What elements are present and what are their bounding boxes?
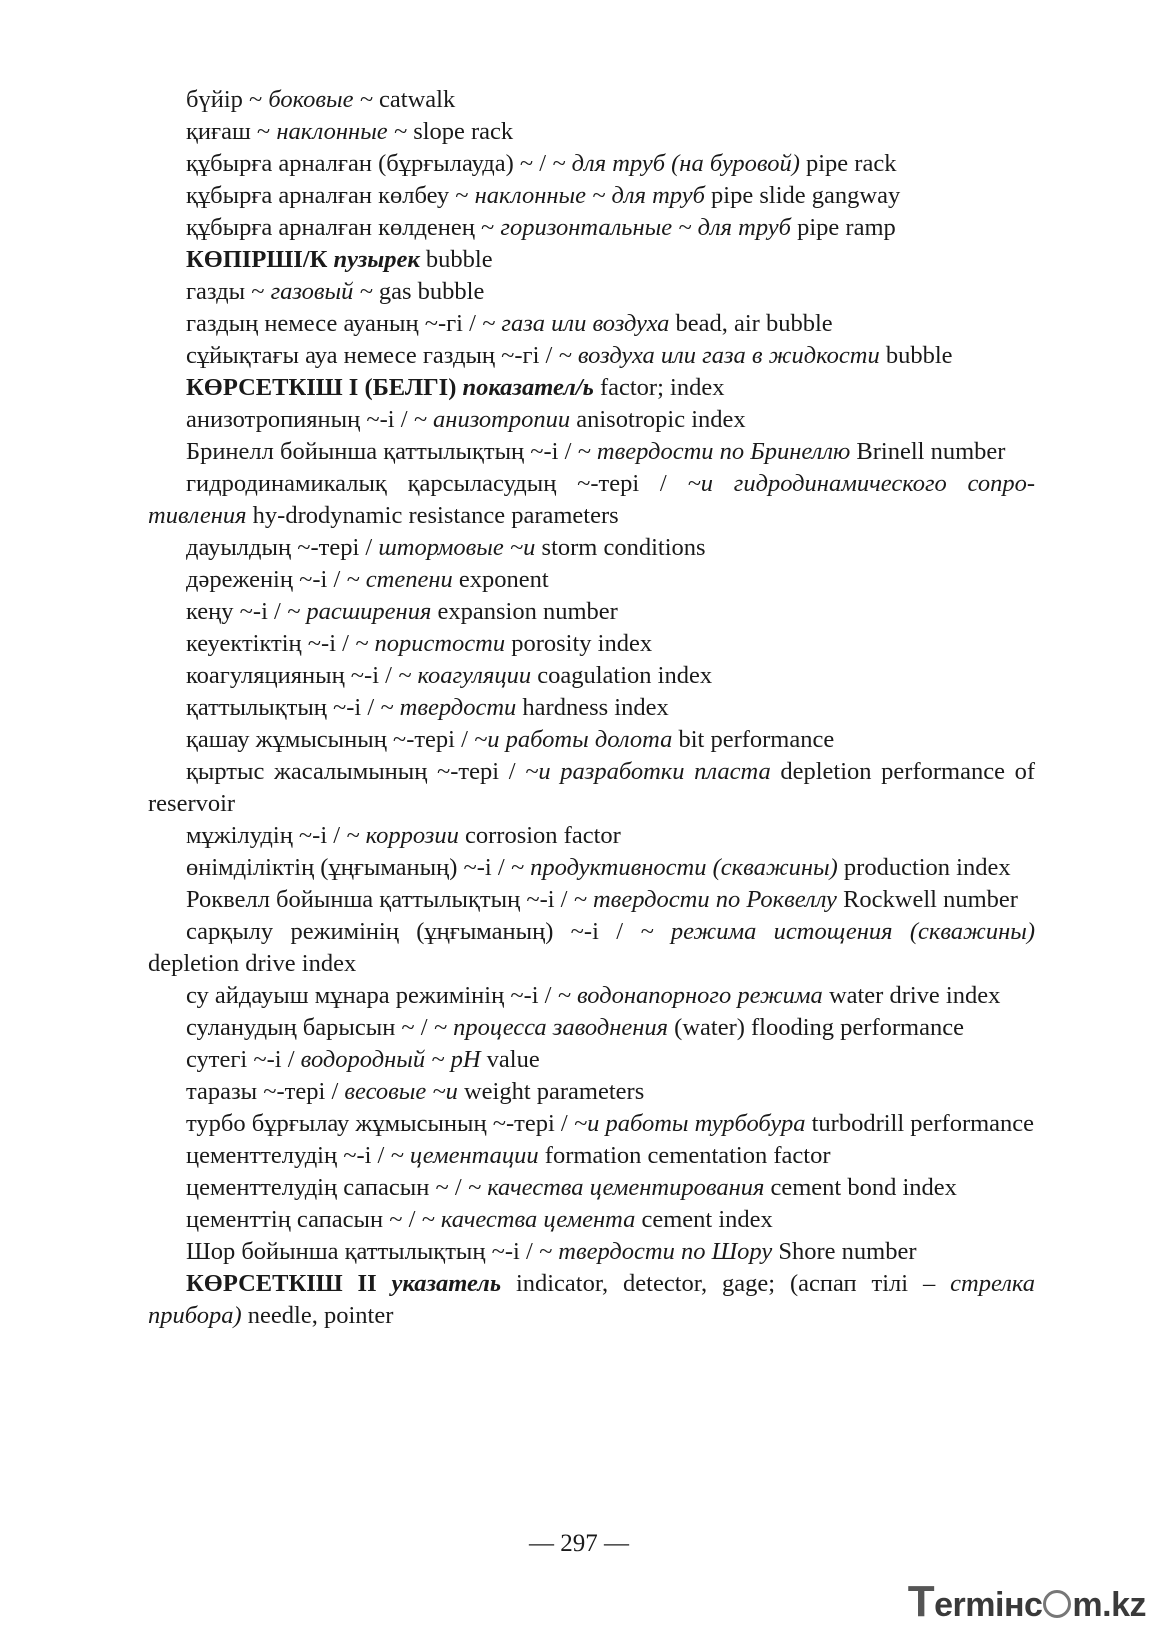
russian-term: ~ анизотропии — [413, 406, 571, 433]
dictionary-entry — [148, 372, 1035, 404]
entry-text: құбырға арналған (бұрғылауда) ~ / — [186, 150, 553, 177]
dictionary-entry — [148, 148, 1035, 180]
entry-text: сарқылу режимінің (ұңғыманың) ~-і / — [186, 918, 641, 945]
entry-text: exponent — [452, 566, 549, 593]
entry-text: таразы ~-тері / — [186, 1078, 345, 1105]
dictionary-entry — [148, 1044, 1035, 1076]
entry-text: Бринелл бойынша қаттылықтың ~-і / — [186, 438, 578, 465]
entry-text: сутегі ~-і / — [186, 1046, 301, 1073]
entry-text: slope rack — [407, 118, 514, 145]
entry-text: сұйықтағы ауа немесе газдың ~-гі / — [186, 342, 559, 369]
russian-term: ~ твердости — [380, 694, 517, 721]
russian-term: ~ процесса заводнения — [433, 1014, 669, 1041]
dictionary-entry — [148, 852, 1035, 884]
russian-term: ~ воздуха или газа в жидкости — [558, 342, 880, 369]
entry-text: коагуляцияның ~-і / — [186, 662, 399, 689]
russian-term: ~ степени — [346, 566, 453, 593]
russian-term: ~и разработки пласта — [525, 758, 771, 785]
entry-text: formation cementation factor — [538, 1142, 831, 1169]
entry-text: pipe slide gangway — [704, 182, 901, 209]
entry-text: storm conditions — [535, 534, 706, 561]
entry-text: құбырға арналған көлденең ~ — [186, 214, 501, 241]
page-number: — 297 — — [529, 1530, 629, 1557]
russian-term: ~ для труб (на буровой) — [552, 150, 800, 177]
dictionary-page — [148, 84, 1035, 1332]
entry-text: cement index — [635, 1206, 773, 1233]
dictionary-entry — [148, 340, 1035, 372]
dictionary-entry — [148, 244, 1035, 276]
russian-term: ~ расширения — [286, 598, 432, 625]
russian-term: ~ твердости по Бринеллю — [577, 438, 851, 465]
logo-text-end: m.kz — [1072, 1586, 1146, 1624]
russian-term: ~ режима истощения (скважины) — [640, 918, 1035, 945]
entry-text: қыртыс жасалымының ~-тері / — [186, 758, 526, 785]
dictionary-entry — [148, 84, 1035, 116]
entry-text: needle, pointer — [241, 1302, 394, 1329]
dictionary-entry — [148, 1204, 1035, 1236]
russian-term: стрелка прибора) — [148, 1270, 1035, 1329]
russian-term: ~ цементации — [390, 1142, 539, 1169]
headword: КӨПІРШІ/К — [186, 246, 334, 273]
entry-text: су айдауыш мұнара режимінің ~-і / — [186, 982, 558, 1009]
entry-text: Brinell number — [850, 438, 1006, 465]
russian-term: боковые ~ — [268, 86, 373, 113]
dictionary-entry — [148, 116, 1035, 148]
russian-term: ~ твердости по Роквеллу — [573, 886, 837, 913]
headword: пузырек — [333, 246, 420, 273]
russian-term: ~ коагуляции — [398, 662, 532, 689]
russian-term: ~и гидродинамического сопро-тивления — [148, 470, 1035, 529]
entry-text: cement bond index — [764, 1174, 957, 1201]
russian-term: ~ коррозии — [346, 822, 459, 849]
entry-text: (water) flooding performance — [668, 1014, 964, 1041]
russian-term: штормовые ~и — [378, 534, 536, 561]
entry-text: weight parameters — [457, 1078, 645, 1105]
dictionary-entry — [148, 1172, 1035, 1204]
russian-term: ~ качества цемента — [421, 1206, 636, 1233]
headword: КӨРСЕТКІШ І (БЕЛГІ) — [186, 374, 463, 401]
headword: показател/ь — [462, 374, 594, 401]
dictionary-entry — [148, 308, 1035, 340]
dictionary-entry — [148, 980, 1035, 1012]
entry-text: anisotropic index — [570, 406, 746, 433]
russian-term: ~ качества цементирования — [467, 1174, 765, 1201]
russian-term: водородный ~ pH — [300, 1046, 481, 1073]
entry-text: pipe ramp — [790, 214, 896, 241]
entry-text: дәреженің ~-і / — [186, 566, 347, 593]
entry-text: gas bubble — [372, 278, 485, 305]
entry-text: pipe rack — [799, 150, 897, 177]
russian-term: ~ водонапорного режима — [557, 982, 823, 1009]
dictionary-entry — [148, 1108, 1035, 1140]
entry-text: дауылдың ~-тері / — [186, 534, 379, 561]
dictionary-entry — [148, 468, 1035, 532]
russian-term: наклонные ~ для труб — [474, 182, 705, 209]
russian-term: ~ пористости — [355, 630, 506, 657]
entry-text: indicator, detector, gage; (аспап тілі – — [501, 1270, 951, 1297]
russian-term: ~ продуктивности (скважины) — [510, 854, 838, 881]
entry-text: турбо бұрғылау жұмысының ~-тері / — [186, 1110, 574, 1137]
entry-text: кеңу ~-і / — [186, 598, 287, 625]
entry-text: Роквелл бойынша қаттылықтың ~-і / — [186, 886, 574, 913]
entry-text: қаттылықтың ~-і / — [186, 694, 381, 721]
entry-text: кеуектіктің ~-і / — [186, 630, 356, 657]
entry-text: bead, air bubble — [669, 310, 833, 337]
russian-term: весовые ~и — [344, 1078, 458, 1105]
entry-text: құбырға арналған көлбеу ~ — [186, 182, 475, 209]
dictionary-entry — [148, 692, 1035, 724]
entry-text: анизотропияның ~-і / — [186, 406, 414, 433]
termincom-logo — [908, 1577, 1146, 1627]
dictionary-entry — [148, 916, 1035, 980]
dictionary-entry — [148, 1268, 1035, 1332]
dictionary-entry — [148, 1076, 1035, 1108]
dictionary-entry — [148, 212, 1035, 244]
dictionary-entry — [148, 660, 1035, 692]
dictionary-entry — [148, 436, 1035, 468]
headword: указатель — [391, 1270, 502, 1297]
entry-text: porosity index — [505, 630, 653, 657]
entry-text: value — [480, 1046, 540, 1073]
entry-text: hy-drodynamic resistance parameters — [246, 502, 619, 529]
dictionary-entry — [148, 820, 1035, 852]
entry-text: turbodrill performance — [805, 1110, 1035, 1137]
entry-text: bit performance — [672, 726, 835, 753]
entry-text: bubble — [419, 246, 493, 273]
dictionary-entry — [148, 596, 1035, 628]
entry-text: цементтелудің ~-і / — [186, 1142, 391, 1169]
russian-term: ~ твердости по Шору — [538, 1238, 773, 1265]
entry-text: catwalk — [372, 86, 456, 113]
entry-text: Shore number — [772, 1238, 917, 1265]
entry-text: bubble — [879, 342, 953, 369]
entry-text: цементтің сапасын ~ / — [186, 1206, 422, 1233]
entry-text: Шор бойынша қаттылықтың ~-і / — [186, 1238, 539, 1265]
entry-text: corrosion factor — [458, 822, 621, 849]
russian-term: наклонные ~ — [276, 118, 408, 145]
entry-text: қашау жұмысының ~-тері / — [186, 726, 475, 753]
russian-term: ~и работы долота — [474, 726, 673, 753]
russian-term: горизонтальные ~ для труб — [500, 214, 791, 241]
dictionary-entry — [148, 276, 1035, 308]
dictionary-entry — [148, 564, 1035, 596]
dictionary-entry — [148, 884, 1035, 916]
entry-text: қиғаш ~ — [186, 118, 277, 145]
dictionary-entry — [148, 628, 1035, 660]
entry-text: depletion drive index — [148, 950, 357, 977]
entry-text: depletion performance of reservoir — [148, 758, 1035, 817]
dictionary-entry — [148, 532, 1035, 564]
headword: КӨРСЕТКІШ ІІ — [186, 1270, 392, 1297]
dictionary-entry — [148, 1236, 1035, 1268]
entry-text: өнімділіктің (ұңғыманың) ~-і / — [186, 854, 511, 881]
entry-text: цементтелудің сапасын ~ / — [186, 1174, 468, 1201]
russian-term: ~и работы турбобура — [573, 1110, 806, 1137]
dictionary-entry — [148, 1012, 1035, 1044]
magnifier-icon — [1043, 1590, 1071, 1618]
entry-text: Rockwell number — [836, 886, 1018, 913]
entry-text: hardness index — [516, 694, 669, 721]
entry-text: бүйір ~ — [186, 86, 269, 113]
logo-text-middle: ermінc — [934, 1586, 1043, 1624]
russian-term: ~ газа или воздуха — [482, 310, 670, 337]
entry-text: coagulation index — [531, 662, 713, 689]
entry-text: суланудың барысын ~ / — [186, 1014, 434, 1041]
dictionary-entry — [148, 404, 1035, 436]
russian-term: газовый ~ — [270, 278, 373, 305]
dictionary-entry — [148, 1140, 1035, 1172]
dictionary-entry — [148, 756, 1035, 820]
logo-letter-t: T — [907, 1577, 935, 1626]
entry-text: гидродинамикалық қарсыласудың ~-тері / — [186, 470, 688, 497]
entry-text: мұжілудің ~-і / — [186, 822, 347, 849]
entry-text: water drive index — [822, 982, 1001, 1009]
entry-text: газды ~ — [186, 278, 271, 305]
dictionary-entry — [148, 180, 1035, 212]
entry-text: expansion number — [431, 598, 618, 625]
dictionary-entry — [148, 724, 1035, 756]
entry-text: газдың немесе ауаның ~-гі / — [186, 310, 483, 337]
entry-text: production index — [837, 854, 1011, 881]
entry-text: factor; index — [593, 374, 725, 401]
